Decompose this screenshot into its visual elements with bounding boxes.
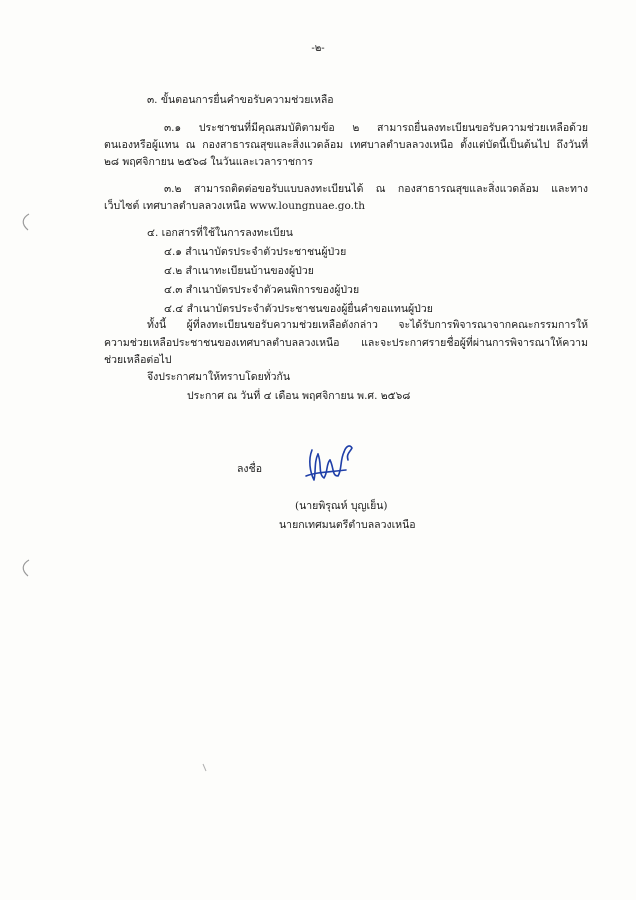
handwritten-signature — [300, 442, 356, 486]
signer-title: นายกเทศมนตรีตำบลลวงเหนือ — [279, 519, 416, 531]
document-list-item: ๔.๓ สำเนาบัตรประจำตัวคนพิการของผู้ป่วย — [164, 284, 360, 296]
announcement-line: จึงประกาศมาให้ทราบโดยทั่วกัน — [147, 371, 291, 383]
document-list-item: ๔.๒ สำเนาทะเบียนบ้านของผู้ป่วย — [164, 265, 314, 277]
document-list-item: ๔.๔ สำเนาบัตรประจำตัวประชาชนของผู้ยื่นคำขอแทนผู้ป่วย — [164, 303, 433, 315]
announcement-date: ประกาศ ณ วันที่ ๔ เดือน พฤศจิกายน พ.ศ. ๒๕๖๘ — [187, 390, 411, 402]
closing-paragraph-line-3: ช่วยเหลือต่อไป — [104, 354, 172, 366]
closing-paragraph-line-2: ความช่วยเหลือประชาชนของเทศบาลตำบลลวงเหนือ และจะประกาศรายชื่อผู้ที่ผ่านการพิจารณาให้ความ — [104, 337, 588, 349]
item-3-2-line-2: เว็บไซต์ เทศบาลตำบลลวงเหนือ www.loungnuae.go.th — [104, 200, 365, 212]
closing-paragraph-line-1: ทั้งนี้ ผู้ที่ลงทะเบียนขอรับความช่วยเหลือดังกล่าว จะได้รับการพิจารณาจากคณะกรรมการให้ — [147, 319, 588, 331]
item-3-1-line-3: ๒๘ พฤศจิกายน ๒๕๖๘ ในวันและเวลาราชการ — [104, 156, 313, 168]
sign-label: ลงชื่อ — [237, 463, 262, 475]
section-3-heading: ๓. ขั้นตอนการยื่นคำขอรับความช่วยเหลือ — [147, 94, 334, 106]
scan-speck — [200, 762, 210, 774]
item-3-2-line-1: ๓.๒ สามารถติดต่อขอรับแบบลงทะเบียนได้ ณ กองสาธารณสุขและสิ่งแวดล้อม และทาง — [164, 183, 588, 195]
section-4-heading: ๔. เอกสารที่ใช้ในการลงทะเบียน — [147, 227, 293, 239]
signer-name: (นายพิรุณห์ บุญเย็น) — [295, 500, 388, 512]
item-3-1-line-1: ๓.๑ ประชาชนที่มีคุณสมบัติตามข้อ ๒ สามารถยื่นลงทะเบียนขอรับความช่วยเหลือด้วย — [164, 122, 588, 134]
page-number: -๒- — [311, 43, 325, 54]
document-list-item: ๔.๑ สำเนาบัตรประจำตัวประชาชนผู้ป่วย — [164, 246, 347, 258]
item-3-1-line-2: ตนเองหรือผู้แทน ณ กองสาธารณสุขและสิ่งแวดล้อม เทศบาลตำบลลวงเหนือ ตั้งแต่บัดนี้เป็นต้นไป ถึงวันที่ — [104, 139, 588, 151]
scan-margin-mark — [18, 212, 32, 232]
scan-margin-mark — [18, 558, 32, 578]
